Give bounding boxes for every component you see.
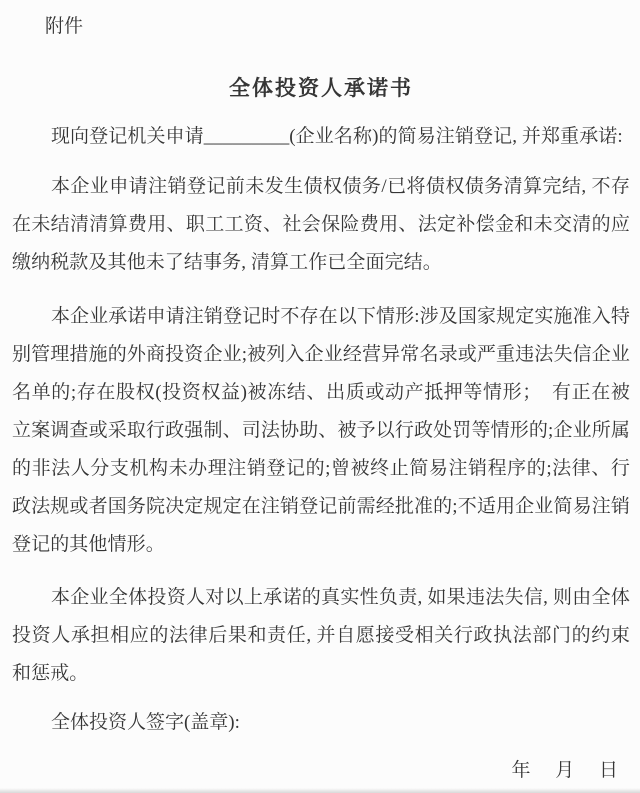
company-name-blank: _________ [203,126,290,147]
application-prefix: 现向登记机关申请 [50,126,204,147]
date-year-label: 年 [511,760,531,781]
paragraph-responsibility: 本企业全体投资人对以上承诺的真实性负责, 如果违法失信, 则由全体投资人承担相应的法律后果和责任, 并自愿接受相关行政执法部门的约束和惩戒。 [12,587,630,684]
date-day-label: 日 [598,760,618,781]
date-line [12,752,630,790]
attachment-label: 附件 [45,16,84,37]
date-month-label: 月 [555,760,575,781]
paragraph-no-circumstances: 本企业承诺申请注销登记时不存在以下情形:涉及国家规定实施准入特别管理措施的外商投资企业;被列入企业经营异常名录或严重违法失信企业名单的;存在股权(投资权益)被冻结、出质或动产抵押等情形； 有正在被立案调查或采取行政强制、司法协助、被予以行政处罚等情形的;企业所属的非法人分支机构未办理注销登记的;曾被终止简易注销程序的;法律、行政法规或者国务院决定规定在注销登记前需经批准的;不适用企业简易注销登记的其他情形。 [12,306,630,555]
application-suffix: (企业名称)的简易注销登记, 并郑重承诺: [289,126,623,147]
paragraph-debt-settled: 本企业申请注销登记前未发生债权债务/已将债权债务清算完结, 不存在未结清清算费用、职工工资、社会保险费用、法定补偿金和未交清的应缴纳税款及其他未了结事务, 清算工作已全面完结。 [12,176,630,273]
page-title: 全体投资人承诺书 [229,76,413,100]
signature-label: 全体投资人签字(盖章): [50,712,240,733]
document-content [0,14,640,790]
paragraph-application [12,118,630,156]
